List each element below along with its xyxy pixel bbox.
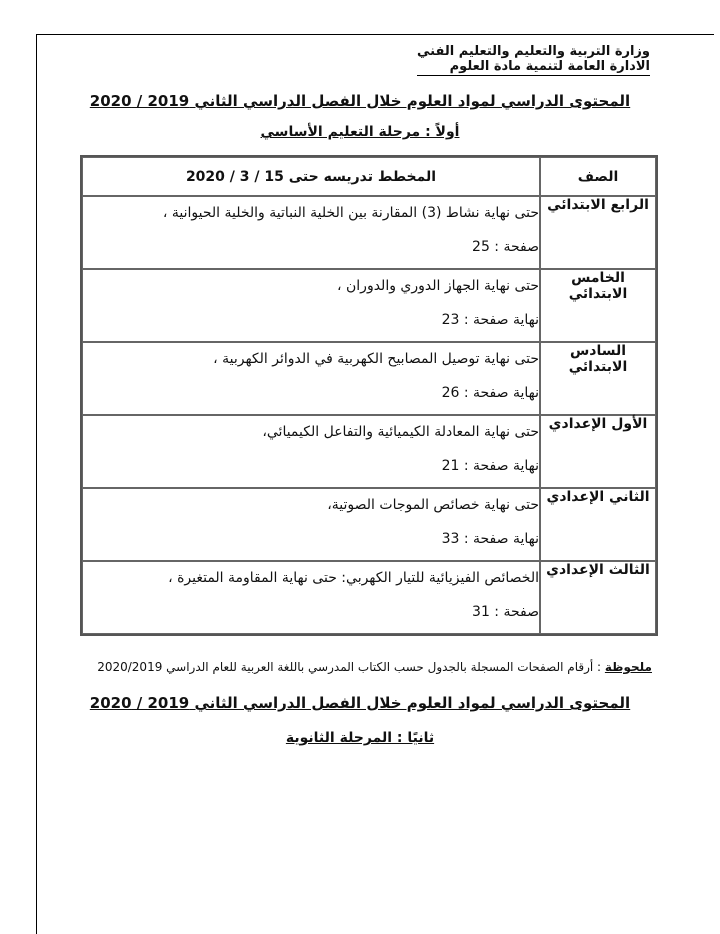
section-secondary-education: ثانيًا : المرحلة الثانوية [285, 730, 435, 746]
table-row [82, 561, 656, 634]
grade-cell: الأول الإعدادي [540, 415, 656, 488]
grade-cell: الرابع الابتدائي [540, 196, 656, 269]
document-title: المحتوى الدراسي لمواد العلوم خلال الفصل الدراسي الثاني 2019 / 2020 [89, 92, 631, 110]
plan-cell [82, 269, 540, 342]
department-name: الادارة العامة لتنمية مادة العلوم [417, 59, 650, 76]
page-ref: صفحة : 31 [472, 604, 539, 620]
grade-cell: السادس الابتدائي [540, 342, 656, 415]
plan-cell [82, 488, 540, 561]
footnote-label: ملحوظة [604, 660, 652, 674]
footnote-text: : أرقام الصفحات المسجلة بالجدول حسب الكتاب المدرسي باللغة العربية للعام الدراسي 2020/2019 [97, 660, 602, 674]
topic-text: حتى نهاية نشاط (3) المقارنة بين الخلية النباتية والخلية الحيوانية ، [162, 205, 539, 221]
grade-cell: الثالث الإعدادي [540, 561, 656, 634]
section-basic-education: أولاً : مرحلة التعليم الأساسي [260, 124, 460, 140]
header-grade: الصف [540, 157, 656, 196]
table-row [82, 488, 656, 561]
footnote [97, 660, 652, 674]
plan-cell [82, 342, 540, 415]
document-title-secondary: المحتوى الدراسي لمواد العلوم خلال الفصل الدراسي الثاني 2019 / 2020 [89, 694, 631, 712]
header-plan: المخطط تدريسه حتى 15 / 3 / 2020 [82, 157, 540, 196]
page-ref: صفحة : 25 [472, 239, 539, 255]
plan-cell [82, 196, 540, 269]
page-ref: نهاية صفحة : 33 [441, 531, 539, 547]
table-header-row [82, 157, 656, 196]
ministry-name: وزارة التربية والتعليم والتعليم الفني [417, 44, 650, 59]
plan-cell [82, 561, 540, 634]
page-ref: نهاية صفحة : 21 [441, 458, 539, 474]
grade-cell: الثاني الإعدادي [540, 488, 656, 561]
topic-text: حتى نهاية المعادلة الكيميائية والتفاعل الكيميائي، [262, 424, 539, 440]
plan-cell [82, 415, 540, 488]
topic-text: حتى نهاية الجهاز الدوري والدوران ، [337, 278, 539, 294]
curriculum-table [80, 155, 658, 636]
table-row [82, 415, 656, 488]
topic-text: حتى نهاية خصائص الموجات الصوتية، [327, 497, 539, 513]
table-row [82, 269, 656, 342]
ministry-header [417, 44, 650, 76]
grade-cell: الخامس الابتدائي [540, 269, 656, 342]
page-ref: نهاية صفحة : 23 [441, 312, 539, 328]
table-row [82, 196, 656, 269]
topic-text: حتى نهاية توصيل المصابيح الكهربية في الدوائر الكهربية ، [213, 351, 539, 367]
page-ref: نهاية صفحة : 26 [441, 385, 539, 401]
table-row [82, 342, 656, 415]
topic-text: الخصائص الفيزيائية للتيار الكهربي: حتى نهاية المقاومة المتغيرة ، [168, 570, 539, 586]
